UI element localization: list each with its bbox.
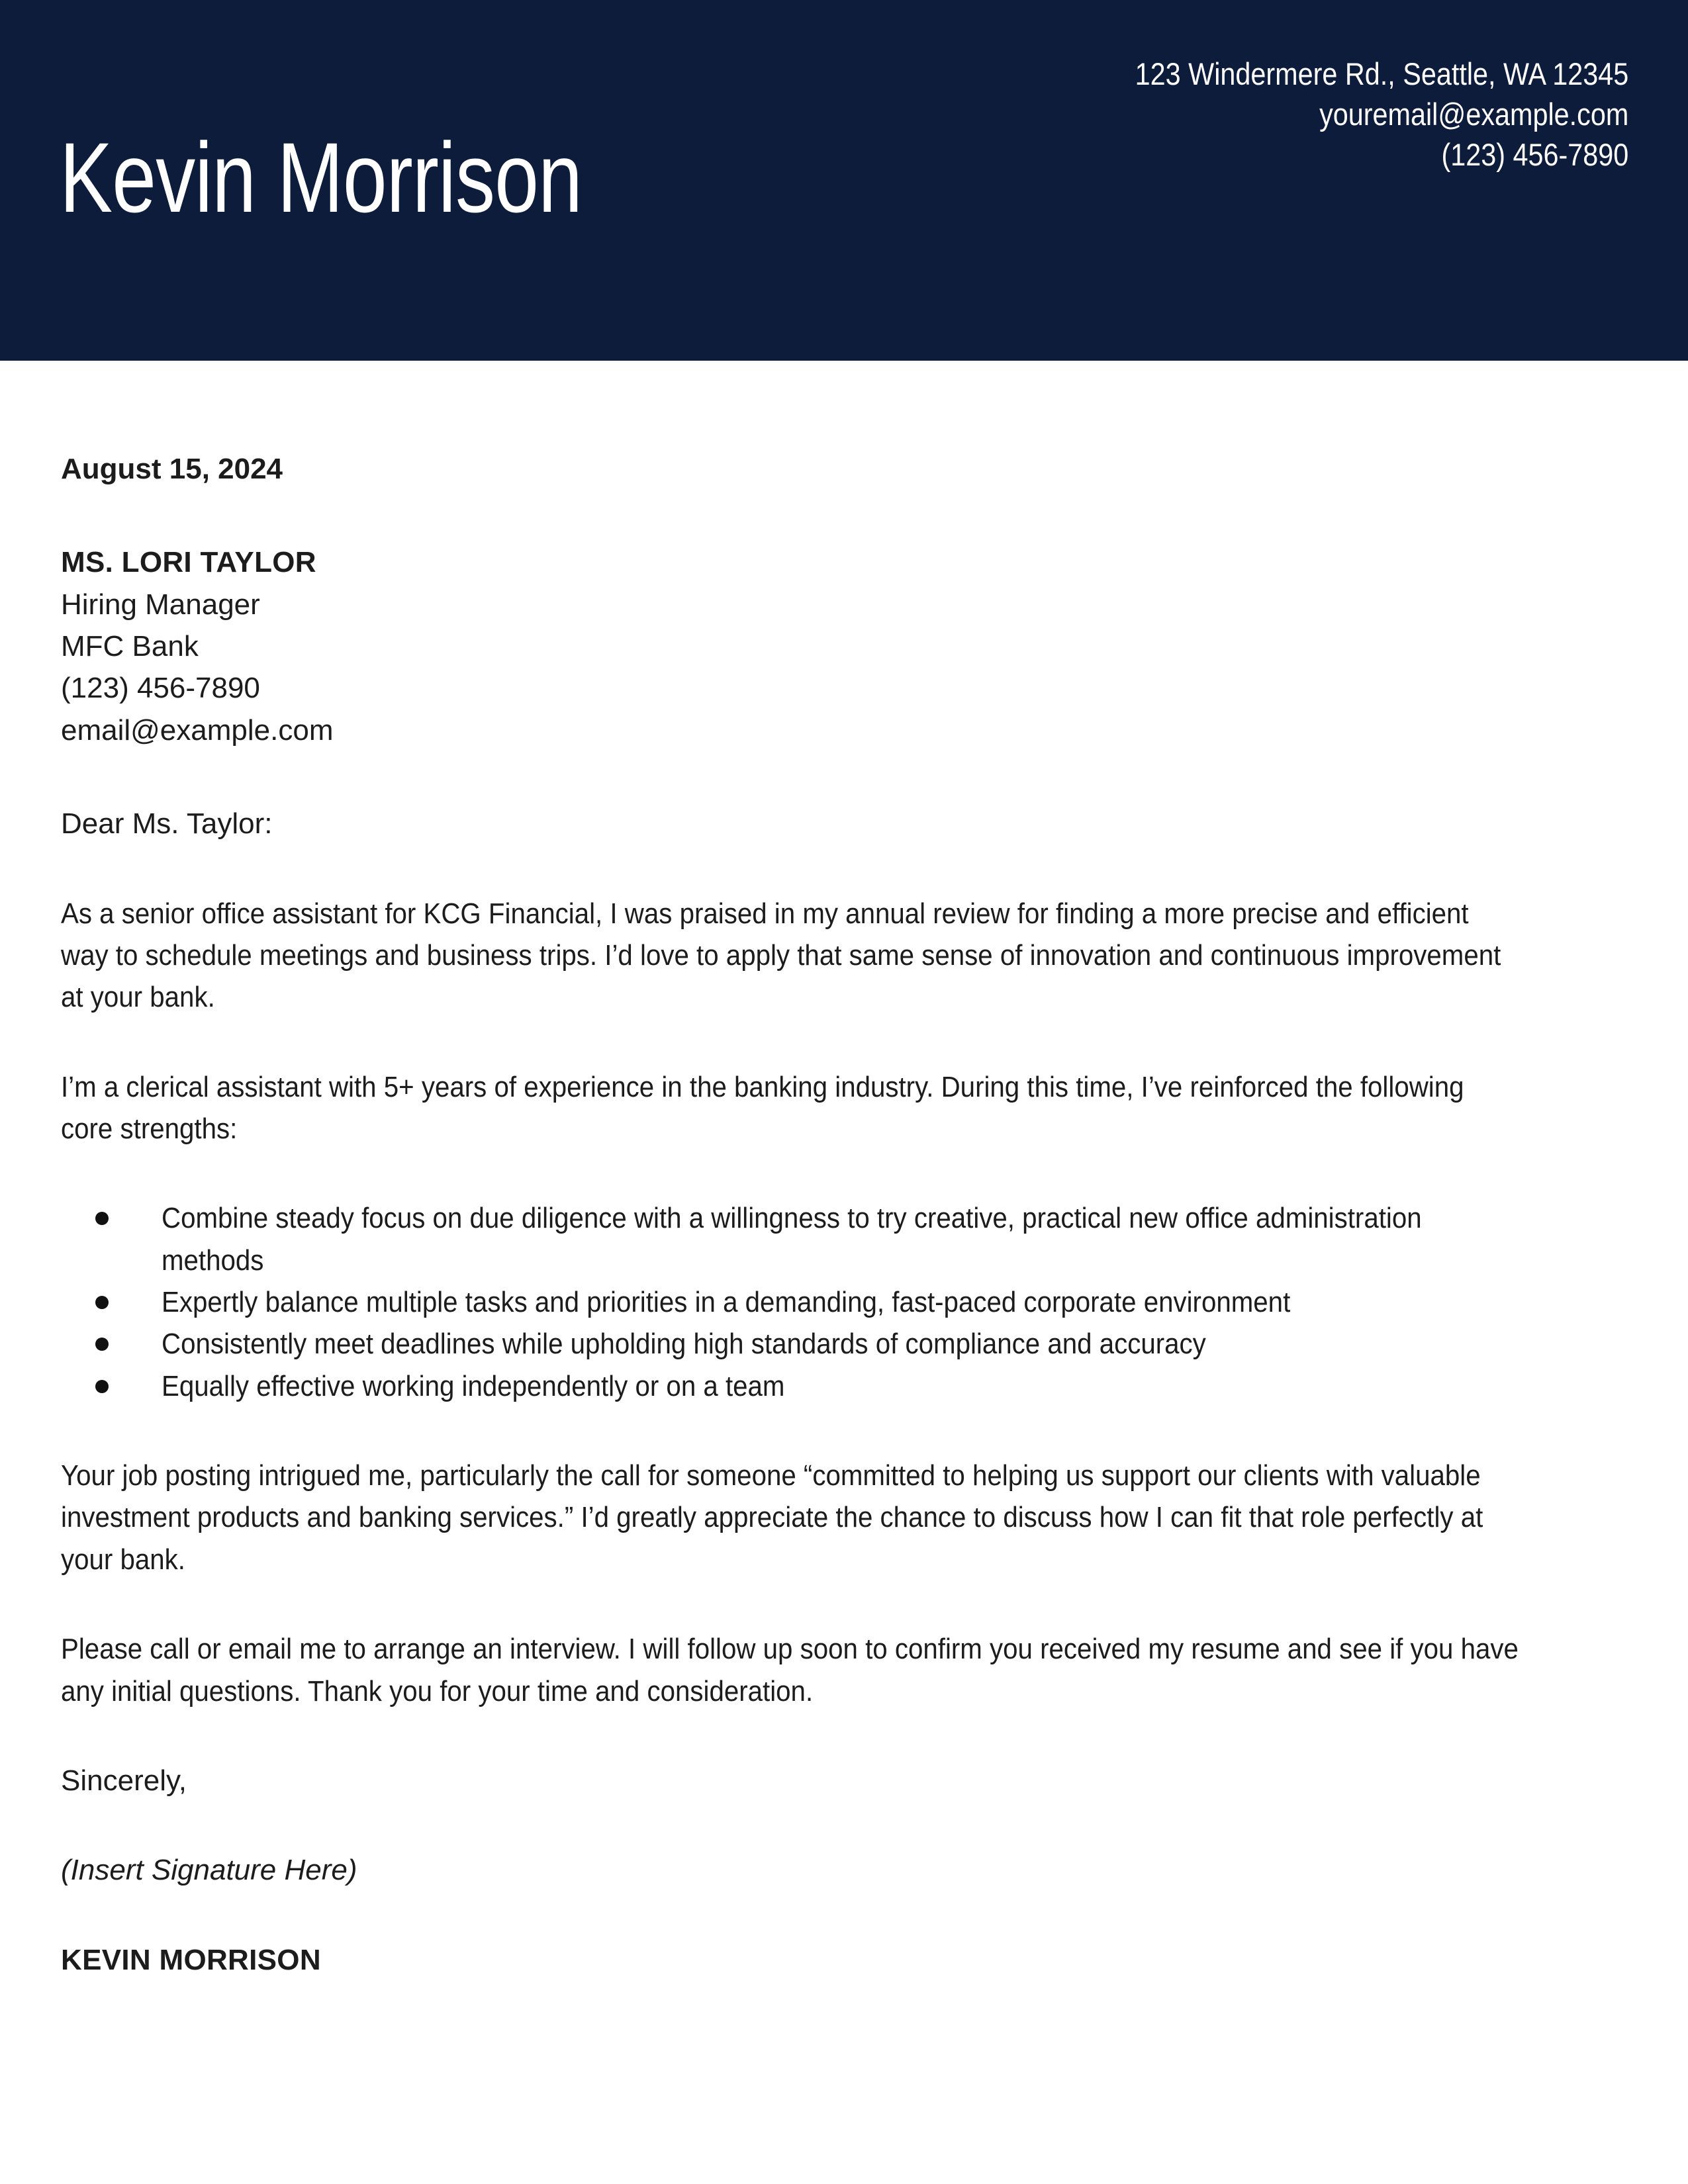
list-item-label: Consistently meet deadlines while upholding high standards of compliance and accuracy bbox=[162, 1328, 1206, 1361]
bullet-dot-icon bbox=[95, 1338, 109, 1351]
paragraph-intro-text: As a senior office assistant for KCG Financial, I was praised in my annual review for finding a more precise and efficient way to schedule meetings and business trips. I’d love to apply that same sense of innovation and continuous improvement at your bank. bbox=[61, 897, 1501, 1014]
recipient-company: MFC Bank bbox=[61, 630, 199, 663]
signature-placeholder: (Insert Signature Here) bbox=[61, 1854, 357, 1887]
paragraph-experience-text: I’m a clerical assistant with 5+ years of experience in the banking industry. During this time, I’ve reinforced the following core strengths: bbox=[61, 1070, 1464, 1145]
bullet-dot-icon bbox=[95, 1380, 109, 1393]
list-item-label: Combine steady focus on due diligence with a willingness to try creative, practical new office administration methods bbox=[162, 1202, 1422, 1277]
list-item bbox=[61, 1281, 1521, 1323]
list-item bbox=[61, 1323, 1521, 1365]
letterhead-header bbox=[0, 0, 1688, 361]
contact-block bbox=[1135, 54, 1628, 175]
core-strengths-list bbox=[61, 1197, 1521, 1407]
paragraph-call-to-action bbox=[61, 1628, 1521, 1712]
paragraph-job-posting-text: Your job posting intrigued me, particularly the call for someone “committed to helping us support our clients with valuable investment products and banking services.” I’d greatly appreciate the chance to discuss how I can fit that role perfectly at your bank. bbox=[61, 1459, 1483, 1576]
list-item-label: Expertly balance multiple tasks and priorities in a demanding, fast-paced corporate environment bbox=[162, 1286, 1291, 1319]
letter-date: August 15, 2024 bbox=[61, 453, 283, 485]
letter-body bbox=[0, 361, 1688, 1981]
recipient-block bbox=[61, 541, 1521, 751]
bullet-dot-icon bbox=[95, 1212, 109, 1225]
list-item-label: Equally effective working independently or on a team bbox=[162, 1369, 785, 1402]
contact-email[interactable]: youremail@example.com bbox=[1319, 96, 1628, 132]
recipient-email: email@example.com bbox=[61, 713, 334, 747]
recipient-name: MS. LORI TAYLOR bbox=[61, 546, 316, 579]
contact-address: 123 Windermere Rd., Seattle, WA 12345 bbox=[1135, 56, 1628, 91]
salutation: Dear Ms. Taylor: bbox=[61, 807, 273, 841]
bullet-dot-icon bbox=[95, 1296, 109, 1309]
paragraph-job-posting bbox=[61, 1455, 1521, 1580]
paragraph-intro bbox=[61, 893, 1521, 1019]
signer-name: KEVIN MORRISON bbox=[61, 1943, 321, 1976]
contact-phone[interactable]: (123) 456-7890 bbox=[1441, 137, 1628, 173]
closing-salutation: Sincerely, bbox=[61, 1764, 187, 1797]
applicant-name: Kevin Morrison bbox=[60, 121, 583, 233]
recipient-title: Hiring Manager bbox=[61, 588, 260, 621]
list-item bbox=[61, 1197, 1521, 1281]
list-item bbox=[61, 1365, 1521, 1407]
recipient-phone: (123) 456-7890 bbox=[61, 672, 260, 705]
paragraph-experience bbox=[61, 1066, 1521, 1150]
paragraph-call-to-action-text: Please call or email me to arrange an interview. I will follow up soon to confirm you received my resume and see if you have any initial questions. Thank you for your time and consideration. bbox=[61, 1633, 1519, 1707]
